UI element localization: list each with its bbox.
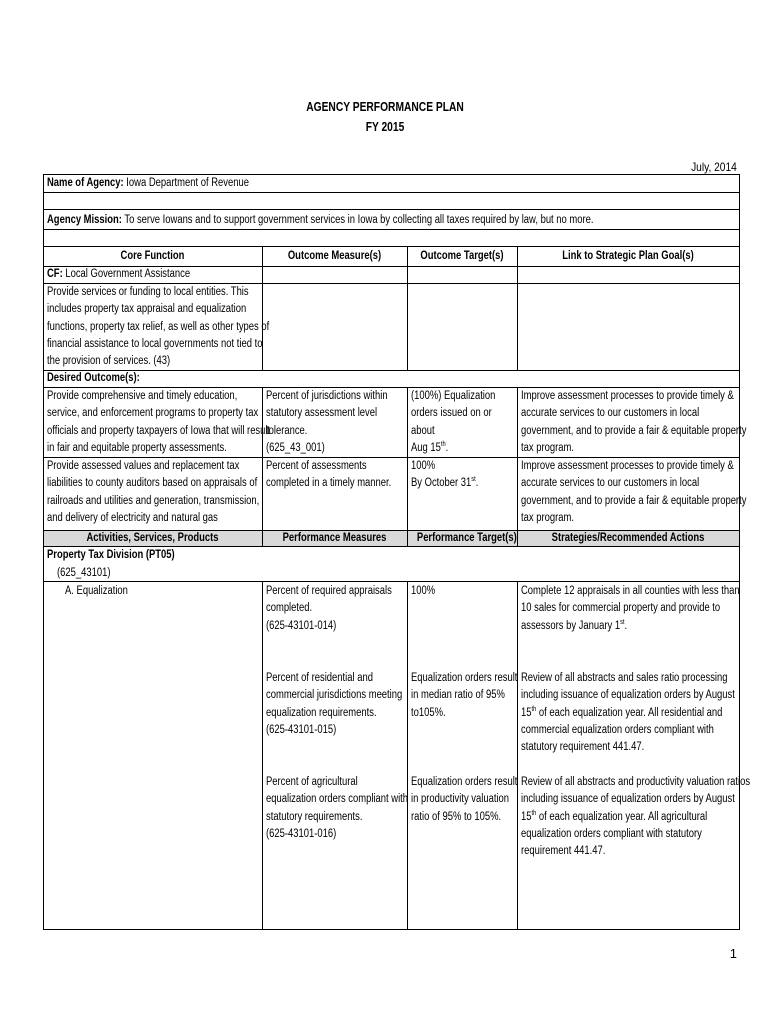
header-performance-measures: Performance Measures	[282, 532, 387, 544]
row1-target: 100%	[411, 585, 436, 597]
row1-strategy: Complete 12 appraisals in all counties with less than 10 sales for commercial property and provide to assessors by January 1st.	[521, 585, 740, 632]
document-date: July, 2014	[691, 160, 737, 174]
row2-strategy: Review of all abstracts and sales ratio processing including issuance of equalization orders by August 15th of each equalization year. All residential and commercial equalization orders compliant with statutory requirement 441.47.	[521, 672, 735, 754]
row3-strategy: Review of all abstracts and productivity valuation ratios including issuance of equalization orders by August 15th of each equalization year. All agricultural equalization orders compliant with statutory requirement 441.47.	[521, 776, 751, 858]
division-name: Property Tax Division (PT05)	[47, 549, 175, 561]
header-performance-targets: Performance Target(s)	[416, 532, 517, 544]
outcome1-target: (100%) Equalization orders issued on or about Aug 15th.	[411, 390, 496, 454]
row3-target: Equalization orders result in productivity valuation ratio of 95% to 105%.	[411, 776, 518, 823]
document-title: AGENCY PERFORMANCE PLAN	[306, 100, 464, 114]
activity-equalization: A. Equalization	[65, 585, 128, 597]
outcome1-core: Provide comprehensive and timely education, service, and enforcement programs to property tax officials and property taxpayers of Iowa that will result in fair and equitable property assessments.	[47, 390, 271, 454]
header-strategic-goals: Link to Strategic Plan Goal(s)	[562, 250, 694, 262]
core-function-label: CF: Local Government Assistance	[47, 268, 191, 280]
desired-outcomes-label: Desired Outcome(s):	[47, 372, 140, 384]
outcome1-link: Improve assessment processes to provide timely & accurate services to our customers in local government, and to provide a fair & equitable property tax program.	[521, 390, 747, 454]
row3-measure: Percent of agricultural equalization orders compliant with statutory requirements. (625-43101-016)	[266, 776, 409, 840]
division-code: (625_43101)	[57, 567, 111, 579]
row2-measure: Percent of residential and commercial jurisdictions meeting equalization requirements. (625-43101-015)	[266, 672, 403, 736]
page-number: 1	[729, 946, 737, 961]
fiscal-year: FY 2015	[365, 120, 405, 134]
core-function-description: Provide services or funding to local entities. This includes property tax appraisal and equalization functions, property tax relief, as well as other types of financial assistance to local governments not tied to the provision of services. (43)	[47, 286, 270, 368]
performance-plan-table	[43, 174, 751, 930]
outcome2-measure: Percent of assessments completed in a timely manner.	[266, 460, 392, 490]
outcome2-link: Improve assessment processes to provide timely & accurate services to our customers in local government, and to provide a fair & equitable property tax program.	[521, 460, 747, 524]
row1-measure: Percent of required appraisals completed. (625-43101-014)	[266, 585, 392, 632]
header-outcome-targets: Outcome Target(s)	[420, 250, 504, 262]
agency-mission: Agency Mission: To serve Iowans and to support government services in Iowa by collecting all taxes required by law, but no more.	[47, 214, 594, 226]
outcome2-target: 100% By October 31st.	[411, 460, 479, 490]
row2-target: Equalization orders result in median ratio of 95% to105%.	[411, 672, 518, 719]
header-outcome-measures: Outcome Measure(s)	[287, 250, 382, 262]
outcome2-core: Provide assessed values and replacement tax liabilities to county auditors based on appraisals of railroads and utilities and generation, transmission, and delivery of electricity and natural gas	[47, 460, 260, 524]
agency-name: Name of Agency: Iowa Department of Revenue	[47, 177, 249, 189]
header-activities: Activities, Services, Products	[86, 532, 219, 544]
header-strategies: Strategies/Recommended Actions	[551, 532, 705, 544]
header-core-function: Core Function	[120, 250, 185, 262]
outcome1-measure: Percent of jurisdictions within statutory assessment level tolerance. (625_43_001)	[266, 390, 388, 454]
